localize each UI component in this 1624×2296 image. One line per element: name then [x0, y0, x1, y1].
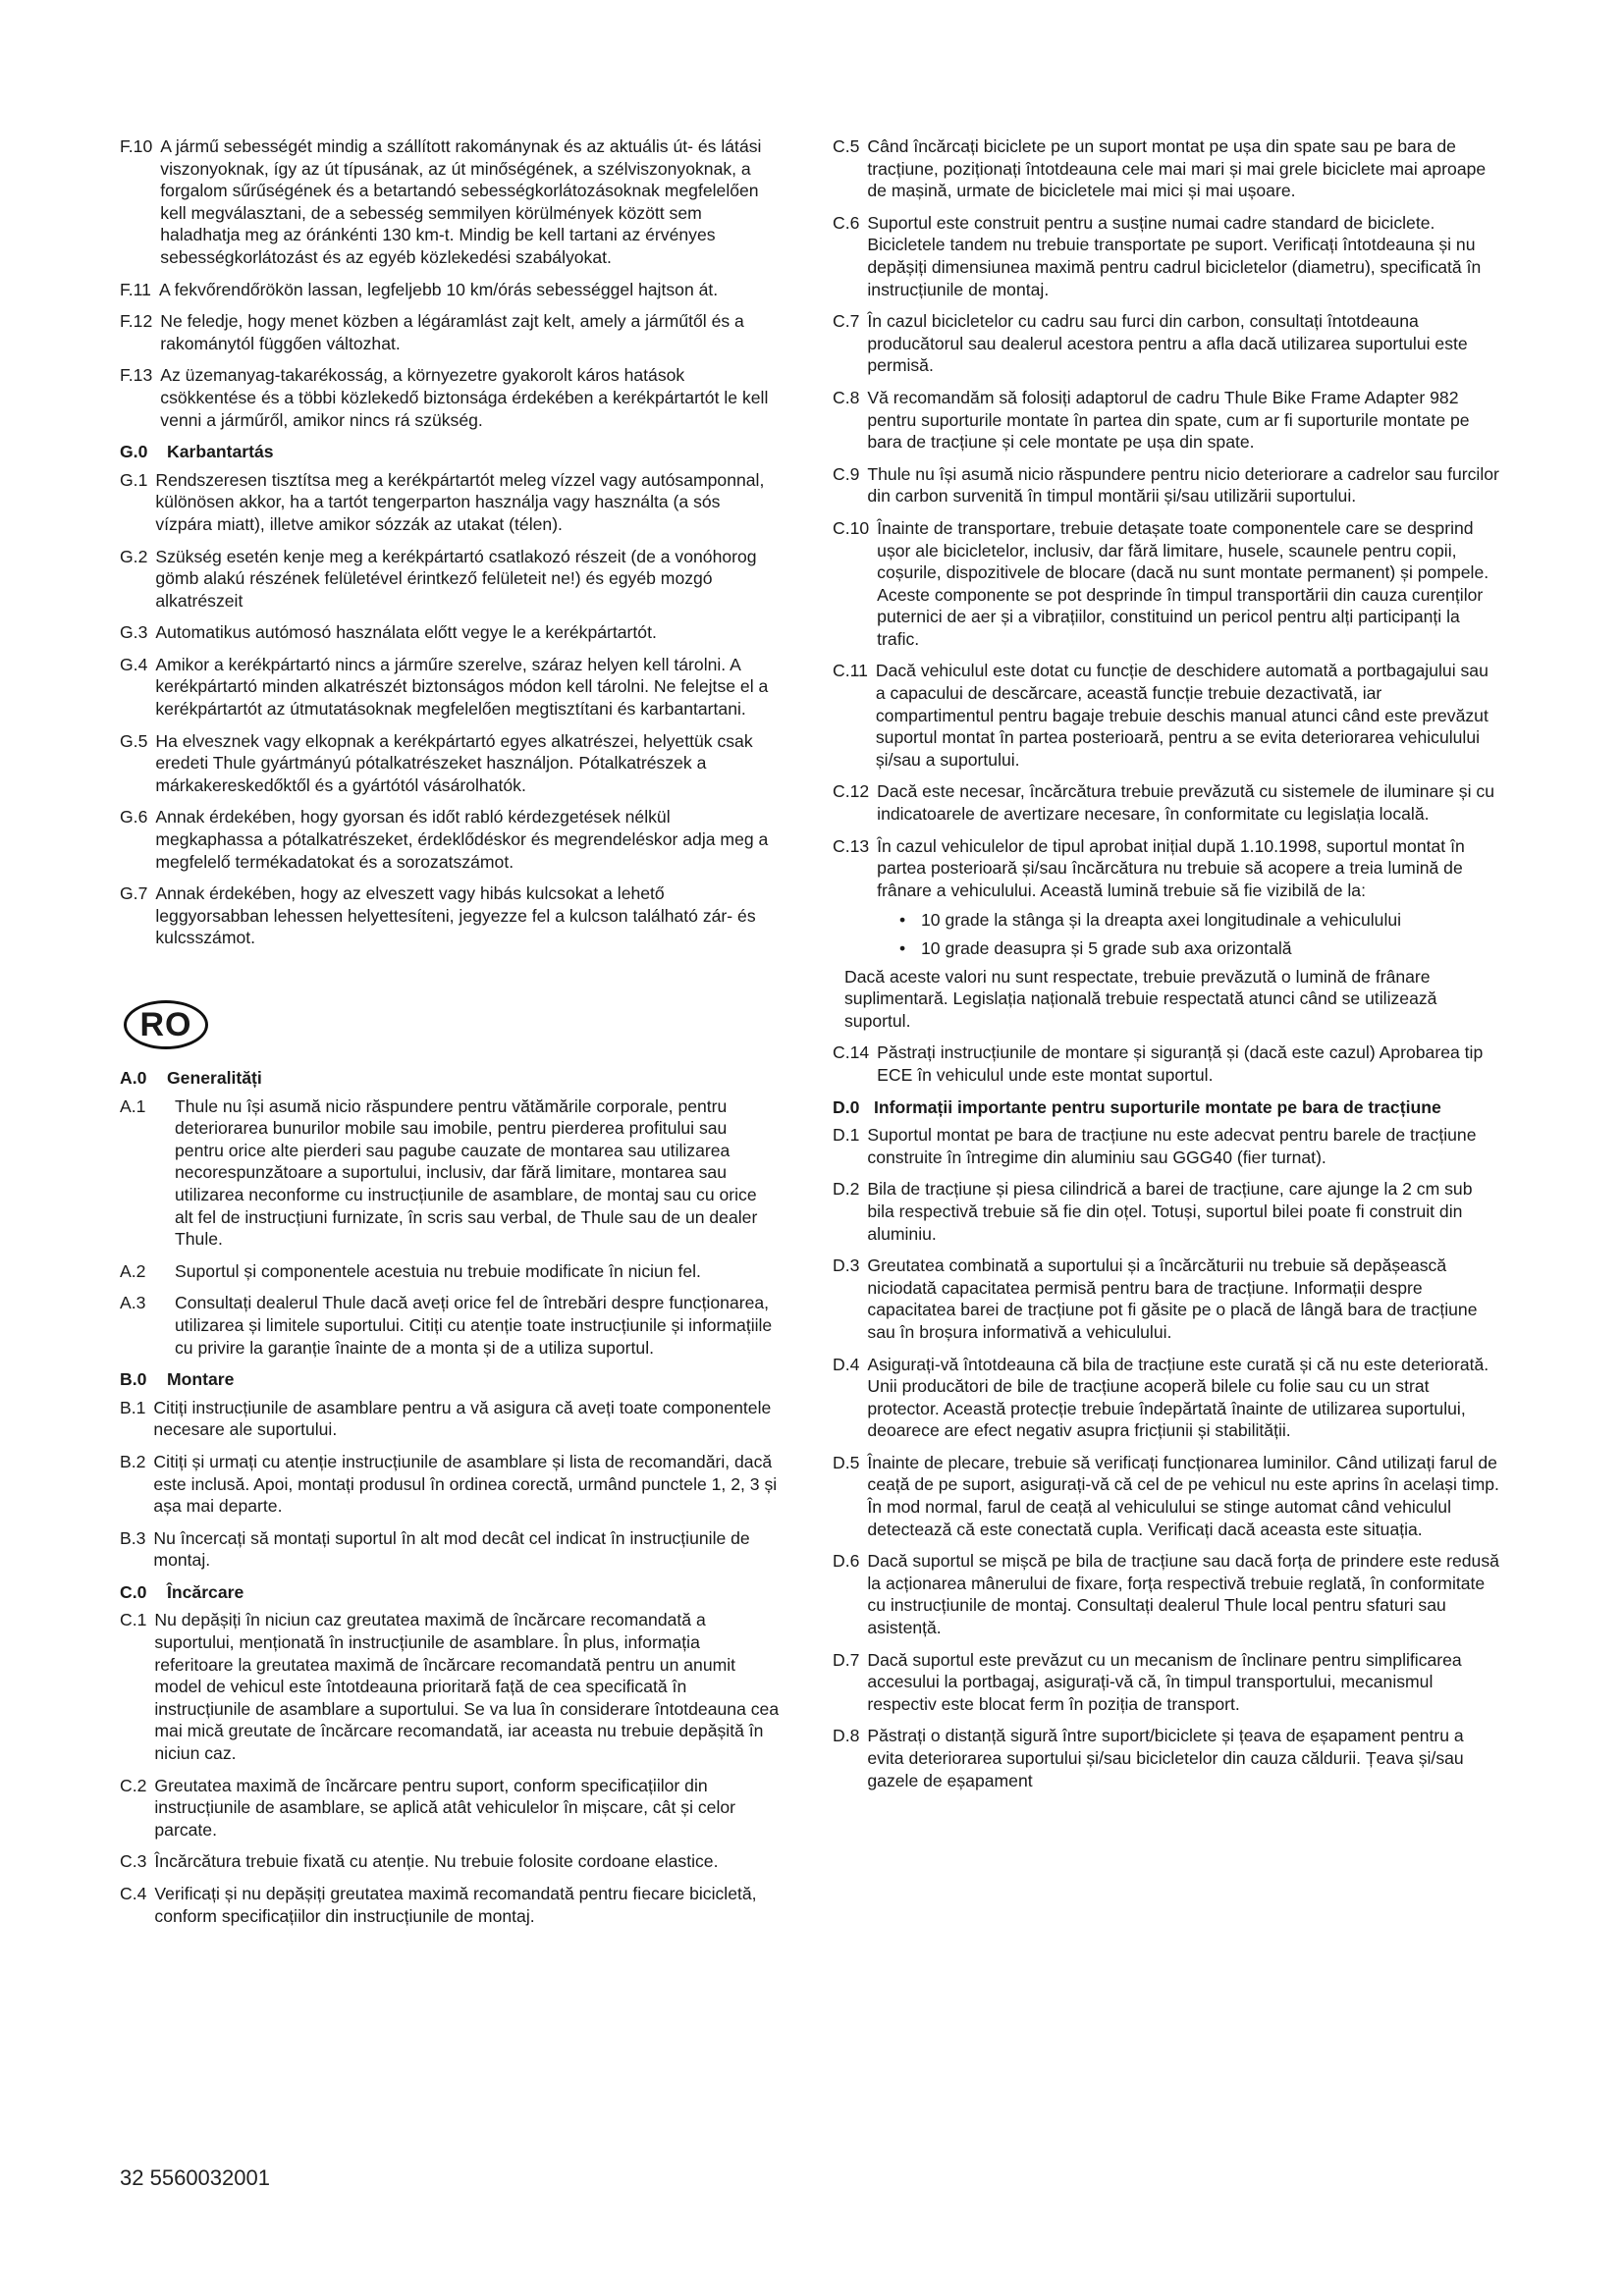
numbered-item — [833, 463, 1500, 507]
item-text: Suportul și componentele acestuia nu trebuie modificate în niciun fel. — [175, 1260, 701, 1281]
section-c-continued-items — [833, 135, 1500, 901]
numbered-item — [833, 660, 1500, 771]
numbered-item — [120, 806, 780, 873]
item-number: B.2 — [120, 1451, 146, 1471]
item-number: B.1 — [120, 1397, 146, 1417]
item-text: Greutatea combinată a suportului și a încărcăturii nu trebuie să depășească niciodată capacitatea permisă pentru bara de tracțiune. Informații despre capacitatea barei de tracțiune pot fi găsite pe o placă de lângă bara de tracțiune sau în broșura informativă a vehiculului. — [867, 1255, 1478, 1342]
item-number: C.2 — [120, 1775, 147, 1795]
item-number: G.7 — [120, 883, 148, 904]
heading-title: Karbantartás — [167, 442, 274, 462]
item-text: Annak érdekében, hogy gyorsan és időt rabló kérdezgetések nélkül megkaphassa a pótalkatrészeket, érdeklődéskor és megrendeléskor adja meg a megfelelő termékadatokat és a sorozatszámot. — [155, 807, 769, 872]
numbered-item — [120, 469, 780, 536]
item-text: Annak érdekében, hogy az elveszett vagy hibás kulcsokat a lehető leggyorsabban lehessen helyettesíteni, jegyezze fel a kulcson található zár- és kulcsszámot. — [155, 883, 756, 948]
page-footer — [120, 2165, 270, 2191]
heading-number: D.0 — [833, 1096, 860, 1117]
item-number: D.6 — [833, 1551, 860, 1572]
item-text: Dacă vehiculul este dotat cu funcție de deschidere automată a portbagajului sau a capacului de descărcare, această funcție trebuie dezactivată, iar compartimentul pentru bagaje trebuie deschis manual atunci când este prevăzut suportul montat în partea posterioară, pentru a se evita deteriorarea vehiculului și/sau a suportului. — [875, 661, 1489, 770]
section-a-heading — [120, 1067, 780, 1090]
item-text: Vă recomandăm să folosiți adaptorul de cadru Thule Bike Frame Adapter 982 pentru suporturile montate în partea din spate, cum ar fi suporturile montate pe bara de tracțiune și cele montate pe ușa din spate. — [867, 387, 1470, 453]
item-text: Ne feledje, hogy menet közben a légáramlást zajt kelt, amely a járműtől és a rakománytól függően változhat. — [160, 311, 744, 353]
item-text: Thule nu își asumă nicio răspundere pentru vătămările corporale, pentru deteriorarea bunurilor mobile sau imobile, pentru pierderea profitului sau pentru orice alte pierderi sau pagube cauzate de montarea sau utilizarea necorespunzătoare a suportului, inclusiv, dar fără limitare, montarea sau utilizarea neconforme cu instrucțiunile de asamblare, de montaj sau cu orice alt fel de instrucțiuni furnizate, în scris sau verbal, de Thule sau de un dealer Thule. — [175, 1095, 758, 1250]
item-number: D.2 — [833, 1179, 860, 1200]
numbered-item — [120, 1775, 780, 1842]
numbered-item — [833, 1550, 1500, 1638]
document-code: 5560032001 — [149, 2165, 270, 2190]
section-d-heading — [833, 1096, 1500, 1119]
item-number: C.5 — [833, 136, 860, 156]
section-g-heading — [120, 441, 780, 463]
numbered-item — [120, 1260, 780, 1283]
numbered-item — [120, 1883, 780, 1927]
heading-title: Informații importante pentru suporturile montate pe bara de tracțiune — [874, 1096, 1441, 1117]
item-number: G.2 — [120, 546, 148, 566]
section-c-heading — [120, 1581, 780, 1604]
item-number: B.3 — [120, 1527, 146, 1548]
item-number: F.13 — [120, 365, 153, 386]
c13-note: Dacă aceste valori nu sunt respectate, trebuie prevăzută o lumină de frânare suplimentară. Legislația națională trebuie respectată atunci când se utilizează suportul. — [844, 966, 1437, 1031]
item-text: Înainte de plecare, trebuie să verificați funcționarea luminilor. Când utilizați farul de ceață de pe suport, asigurați-vă că cel de pe vehicul nu este aprins în același timp. În mod normal, farul de ceață al vehiculului se stinge automat când vehiculul detectează că este conectată cupla. Verificați dacă aceasta este situația. — [867, 1452, 1499, 1539]
numbered-item — [120, 546, 780, 613]
item-number: G.3 — [120, 622, 148, 643]
item-number: C.6 — [833, 212, 860, 233]
heading-title: Generalități — [167, 1068, 262, 1088]
item-text: Ha elvesznek vagy elkopnak a kerékpártartó egyes alkatrészei, helyettük csak eredeti Thule gyártmányú pótalkatrészeket használjon. Pótalkatrészek a márkakereskedőktől és a gyártótól vásárolhatók. — [155, 730, 753, 795]
numbered-item — [833, 135, 1500, 202]
item-text: Az üzemanyag-takarékosság, a környezetre gyakorolt káros hatások csökkentése és a többi közlekedő biztonsága érdekében a kerékpártartót le kell venni a járműről, amikor nincs rá szükség. — [160, 365, 769, 430]
item-text: Greutatea maximă de încărcare pentru suport, conform specificațiilor din instrucțiunile de asamblare, se aplică atât vehiculelor în mișcare, cât și celor parcate. — [154, 1775, 736, 1840]
section-f-items — [120, 135, 780, 431]
item-number: C.4 — [120, 1884, 147, 1903]
heading-number: A.0 — [120, 1068, 147, 1088]
item-number: G.6 — [120, 807, 148, 828]
numbered-item — [833, 1178, 1500, 1245]
numbered-item — [120, 279, 780, 301]
item-number: C.8 — [833, 387, 860, 407]
section-b-items — [120, 1397, 780, 1572]
item-text: Păstrați instrucțiunile de montare și siguranță și (dacă este cazul) Aprobarea tip ECE în vehiculul unde este montat suportul. — [877, 1042, 1484, 1085]
numbered-item — [120, 1451, 780, 1518]
numbered-item — [833, 1452, 1500, 1540]
numbered-item — [833, 517, 1500, 651]
item-number: D.5 — [833, 1452, 860, 1472]
numbered-item — [120, 1527, 780, 1572]
item-number: A.3 — [120, 1293, 146, 1313]
item-number: D.8 — [833, 1726, 860, 1746]
item-text: Thule nu își asumă nicio răspundere pentru nicio deteriorare a cadrelor sau furcilor din carbon survenită în timpul montării și/sau utilizării suportului. — [867, 463, 1499, 507]
item-text: A jármű sebességét mindig a szállított rakománynak és az aktuális út- és látási viszonyoknak, így az út típusának, az út minőségének, a szélviszonyoknak, a forgalom sűrűségének és a betartandó sebességkorlátozásoknak megfelelően kell megválasztani, de a sebesség semmilyen körülmények között sem haladhatja meg az óránkénti 130 km-t. Mindig be kell tartani az érvényes sebességkorlátozást és az egyéb közlekedési szabályokat. — [160, 136, 762, 267]
section-b-heading — [120, 1368, 780, 1391]
numbered-item — [120, 1292, 780, 1359]
numbered-item — [833, 1041, 1500, 1086]
item-number: D.7 — [833, 1649, 860, 1670]
numbered-item — [120, 1850, 780, 1873]
section-a-items — [120, 1095, 780, 1360]
section-c-items — [120, 1609, 780, 1927]
item-text: Asigurați-vă întotdeauna că bila de tracțiune este curată și că nu este deteriorată. Unii producători de bile de tracțiune acoperă bilele cu folie sau cu un strat protector. Această protecție trebuie îndepărtată înainte de utilizarea suportului, deoarece are efect negativ asupra fricțiunii și stabilității. — [867, 1354, 1489, 1441]
numbered-item — [120, 1609, 780, 1764]
item-text: Bila de tracțiune și piesa cilindrică a barei de tracțiune, care ajunge la 2 cm sub bila respectivă trebuie să fie din oțel. Totuși, suportul bilei poate fi construit din aluminiu. — [867, 1179, 1473, 1244]
item-text: Dacă suportul este prevăzut cu un mecanism de înclinare pentru simplificarea accesului la portbagaj, asigurați-vă că, în timpul transportului, mecanismul respectiv este blocat ferm în poziția de transport. — [867, 1649, 1462, 1714]
item-text: Când încărcați biciclete pe un suport montat pe ușa din spate sau pe bara de tracțiune, poziționați întotdeauna cele mai mari și mai grele biciclete mai aproape de mașină, urmate de bicicletele mai mici și mai ușoare. — [867, 136, 1487, 201]
item-text: Citiți și urmați cu atenție instrucțiunile de asamblare și lista de recomandări, dacă este inclusă. Apoi, montați produsul în ordinea corectă, urmând punctele 1, 2, 3 și așa mai departe. — [153, 1451, 778, 1517]
item-number: C.9 — [833, 463, 860, 484]
numbered-item — [120, 364, 780, 431]
language-badge-label: RO — [139, 1005, 192, 1043]
right-column — [833, 135, 1500, 1801]
numbered-item — [833, 212, 1500, 300]
numbered-item — [120, 621, 780, 644]
item-number: D.1 — [833, 1125, 860, 1146]
item-text: Suportul montat pe bara de tracțiune nu este adecvat pentru barele de tracțiune construite în întregime din aluminiu sau GGG40 (fier turnat). — [867, 1125, 1477, 1167]
numbered-item — [120, 730, 780, 797]
numbered-item — [120, 310, 780, 354]
heading-number: G.0 — [120, 442, 148, 462]
heading-title: Montare — [167, 1369, 235, 1390]
item-number: G.1 — [120, 469, 148, 490]
item-text: Consultați dealerul Thule dacă aveți orice fel de întrebări despre funcționarea, utilizarea și limitele suportului. Citiți cu atenție toate instrucțiunile și informațiile cu privire la garanție înainte de a monta și de a utiliza suportul. — [175, 1293, 773, 1358]
numbered-item — [120, 1397, 780, 1441]
item-text: Păstrați o distanță sigură între suport/biciclete și țeava de eșapament pentru a evita deteriorarea suportului și/sau bicicletelor din cauza căldurii. Țeava și/sau gazele de eșapament — [867, 1726, 1464, 1790]
numbered-item — [120, 135, 780, 269]
item-text: Citiți instrucțiunile de asamblare pentru a vă asigura că aveți toate componentele necesare ale suportului. — [153, 1397, 772, 1440]
item-number: C.11 — [833, 661, 868, 681]
numbered-item — [833, 387, 1500, 454]
item-text: Automatikus autómosó használata előtt vegye le a kerékpártartót. — [155, 622, 657, 643]
item-text: Verificați și nu depășiți greutatea maximă recomandată pentru fiecare bicicletă, conform specificațiilor din instrucțiunile de montaj. — [154, 1884, 757, 1926]
numbered-item — [833, 1649, 1500, 1716]
page-number: 32 — [120, 2165, 144, 2190]
item-number: G.4 — [120, 654, 148, 674]
numbered-item — [833, 1725, 1500, 1791]
heading-number: C.0 — [120, 1581, 147, 1602]
item-text: În cazul bicicletelor cu cadru sau furci din carbon, consultați întotdeauna producătorul sau dealerul acestora pentru a afla dacă utilizarea suportului este permisă. — [867, 311, 1468, 376]
item-text: Suportul este construit pentru a susține numai cadre standard de biciclete. Bicicletele tandem nu trebuie transportate pe suport. Verificați întotdeauna și nu depășiți dimensiunea maximă pentru cadrul bicicletelor (diametru), specificată în instrucțiunile de montaj. — [867, 212, 1482, 299]
numbered-item — [833, 1124, 1500, 1168]
numbered-item — [833, 1255, 1500, 1343]
item-number: F.10 — [120, 136, 153, 156]
item-text: Înainte de transportare, trebuie detașate toate componentele care se desprind ușor ale bicicletelor, inclusiv, dar fără limitare, husele, scaunele pentru copii, coșurile, dispozitivele de blocare (dacă nu sunt montate permanent) și pompele. Aceste componente se pot desprinde în timpul transportării din cauza curenților puternici de aer și a vibrațiilor, constituind un pericol pentru alți participanți la trafic. — [877, 517, 1489, 649]
heading-title: Încărcare — [167, 1581, 244, 1602]
item-text: În cazul vehiculelor de tipul aprobat inițial după 1.10.1998, suportul montat în partea posterioară și/sau încărcătura nu trebuie să acopere a treia lumină de frânare a vehiculului. Această lumină trebuie să fie vizibilă de la: — [877, 835, 1465, 900]
numbered-item — [833, 310, 1500, 377]
c13-bullet-list — [899, 909, 1500, 959]
item-text: Nu încercați să montați suportul în alt mod decât cel indicat în instrucțiunile de montaj. — [153, 1527, 750, 1571]
item-number: A.2 — [120, 1260, 146, 1281]
item-number: C.14 — [833, 1042, 870, 1063]
item-number: F.11 — [120, 279, 151, 299]
item-text: Dacă este necesar, încărcătura trebuie prevăzută cu sistemele de iluminare și cu indicatoarele de avertizare necesare, în conformitate cu legislația locală. — [877, 781, 1494, 825]
item-text: A fekvőrendőrökön lassan, legfeljebb 10 km/órás sebességgel hajtson át. — [158, 279, 719, 299]
section-g-items — [120, 469, 780, 949]
item-text: Dacă suportul se mișcă pe bila de tracțiune sau dacă forța de prindere este redusă la acționarea mânerului de fixare, forța respectivă trebuie reglată, în conformitate cu instrucțiunile de montaj. Consultați dealerul Thule local pentru sfaturi sau asistență. — [867, 1551, 1499, 1638]
heading-number: B.0 — [120, 1369, 147, 1390]
item-number: C.10 — [833, 517, 870, 538]
numbered-item — [120, 654, 780, 721]
item-number: C.1 — [120, 1610, 147, 1630]
bullet-item: • 10 grade deasupra și 5 grade sub axa orizontală — [899, 937, 1500, 960]
numbered-item — [833, 1354, 1500, 1442]
item-text: Încărcătura trebuie fixată cu atenție. Nu trebuie folosite cordoane elastice. — [154, 1851, 719, 1872]
item-number: C.13 — [833, 835, 870, 856]
item-number: C.12 — [833, 781, 870, 802]
item-number: D.3 — [833, 1255, 860, 1276]
section-d-items — [833, 1124, 1500, 1791]
item-text: Szükség esetén kenje meg a kerékpártartó csatlakozó részeit (de a vonóhorog gömb alakú részének felületével érintkező felületeit ne!) és egyéb mozgó alkatrészeit — [155, 546, 757, 611]
item-number: G.5 — [120, 730, 148, 751]
item-number: F.12 — [120, 311, 153, 332]
numbered-item — [833, 835, 1500, 902]
item-number: D.4 — [833, 1354, 860, 1374]
language-badge-ro — [124, 1000, 208, 1049]
item-text: Rendszeresen tisztítsa meg a kerékpártartót meleg vízzel vagy autósamponnal, különösen akkor, ha a tartót tengerparton használja vagy használta (a sós vízpára miatt), illetve amikor sózzák az utakat (télen). — [155, 469, 765, 534]
numbered-item — [120, 882, 780, 949]
item-number: C.7 — [833, 311, 860, 332]
left-column — [120, 135, 780, 1937]
numbered-item — [120, 1095, 780, 1251]
bullet-item: • 10 grade la stânga și la dreapta axei longitudinale a vehiculului — [899, 909, 1500, 932]
item-text: Amikor a kerékpártartó nincs a járműre szerelve, száraz helyen kell tárolni. A kerékpártartó minden alkatrészét biztonságos módon kell tárolni. Ne felejtse el a kerékpártartót az útmutatásoknak megfelelően megtisztítani és karbantartani. — [155, 654, 769, 720]
item-text: Nu depășiți în niciun caz greutatea maximă de încărcare recomandată a suportului, menționată în instrucțiunile de asamblare. În plus, informația referitoare la greutatea maximă de încărcare recomandată pentru un anumit model de vehicul este întotdeauna prioritară față de cea specificată în instrucțiunile de asamblare a suportului. Se va lua în considerare întotdeauna cea mai mică greutate de încărcare recomandată, iar aceasta nu trebuie depășită în niciun caz. — [154, 1610, 780, 1764]
item-number: A.1 — [120, 1095, 146, 1116]
item-number: C.3 — [120, 1851, 147, 1872]
numbered-item — [833, 780, 1500, 825]
